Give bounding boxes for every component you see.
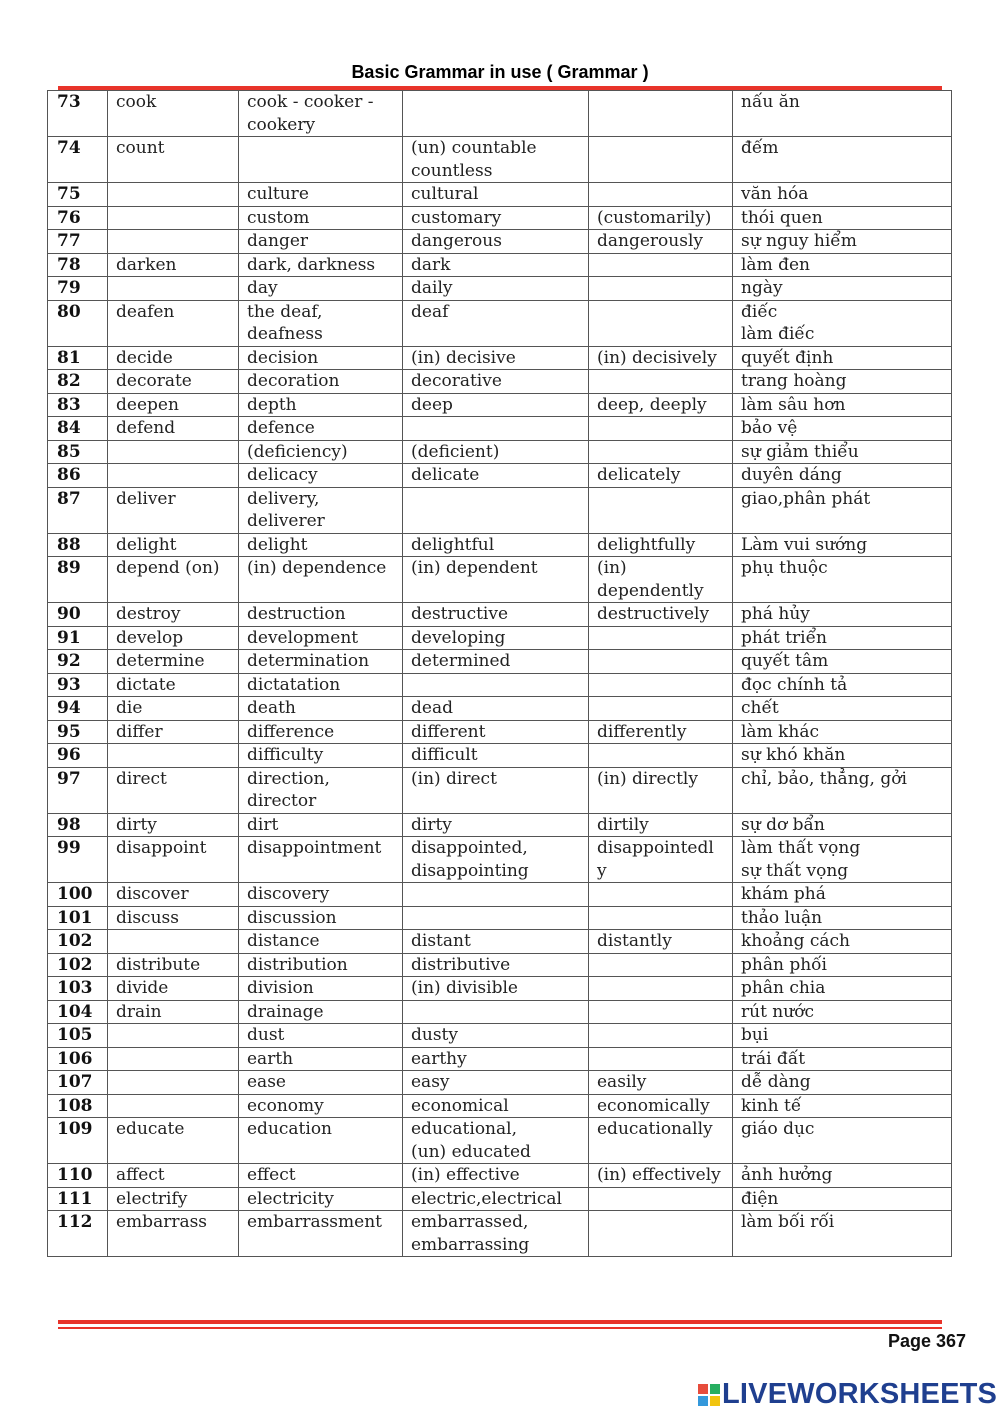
meaning-cell: quyết định — [733, 346, 952, 370]
row-number: 106 — [48, 1047, 108, 1071]
row-number: 97 — [48, 767, 108, 813]
row-number: 107 — [48, 1071, 108, 1095]
meaning-cell: làm khác — [733, 720, 952, 744]
verb-cell: differ — [108, 720, 239, 744]
vocabulary-table-body — [48, 91, 952, 1257]
row-number: 87 — [48, 487, 108, 533]
table-row — [48, 1047, 952, 1071]
noun-cell: education — [239, 1118, 403, 1164]
table-row — [48, 906, 952, 930]
table-row — [48, 603, 952, 627]
adjective-cell — [403, 487, 589, 533]
noun-cell: earth — [239, 1047, 403, 1071]
noun-cell: destruction — [239, 603, 403, 627]
meaning-cell: phụ thuộc — [733, 557, 952, 603]
row-number: 85 — [48, 440, 108, 464]
adverb-cell — [589, 300, 733, 346]
noun-cell: dirt — [239, 813, 403, 837]
meaning-cell: sự giảm thiểu — [733, 440, 952, 464]
noun-cell: distribution — [239, 953, 403, 977]
row-number: 102 — [48, 930, 108, 954]
adverb-cell — [589, 1024, 733, 1048]
noun-cell: drainage — [239, 1000, 403, 1024]
adverb-cell: disappointedl y — [589, 837, 733, 883]
meaning-cell: phân chia — [733, 977, 952, 1001]
meaning-cell: chỉ, bảo, thẳng, gởi — [733, 767, 952, 813]
meaning-cell: làm bối rối — [733, 1211, 952, 1257]
adjective-cell: (in) effective — [403, 1164, 589, 1188]
table-row — [48, 1211, 952, 1257]
adverb-cell — [589, 91, 733, 137]
noun-cell: discovery — [239, 883, 403, 907]
adverb-cell — [589, 440, 733, 464]
noun-cell: dictatation — [239, 673, 403, 697]
row-number: 111 — [48, 1187, 108, 1211]
meaning-cell: đếm — [733, 137, 952, 183]
adverb-cell — [589, 487, 733, 533]
verb-cell: discover — [108, 883, 239, 907]
meaning-cell: khám phá — [733, 883, 952, 907]
noun-cell: death — [239, 697, 403, 721]
table-row — [48, 393, 952, 417]
adverb-cell — [589, 977, 733, 1001]
adverb-cell: (customarily) — [589, 206, 733, 230]
table-row — [48, 1187, 952, 1211]
adverb-cell — [589, 1047, 733, 1071]
verb-cell: dirty — [108, 813, 239, 837]
verb-cell: electrify — [108, 1187, 239, 1211]
row-number: 98 — [48, 813, 108, 837]
adverb-cell: economically — [589, 1094, 733, 1118]
meaning-cell: thảo luận — [733, 906, 952, 930]
meaning-cell: giao,phân phát — [733, 487, 952, 533]
adjective-cell: earthy — [403, 1047, 589, 1071]
adjective-cell: delightful — [403, 533, 589, 557]
verb-cell: defend — [108, 417, 239, 441]
meaning-cell: kinh tế — [733, 1094, 952, 1118]
adjective-cell — [403, 1000, 589, 1024]
adverb-cell — [589, 906, 733, 930]
adverb-cell: dangerously — [589, 230, 733, 254]
table-row — [48, 744, 952, 768]
adverb-cell — [589, 697, 733, 721]
footer-rule-thin — [58, 1327, 942, 1329]
noun-cell: day — [239, 277, 403, 301]
verb-cell: die — [108, 697, 239, 721]
meaning-cell: làm đen — [733, 253, 952, 277]
noun-cell: the deaf, deafness — [239, 300, 403, 346]
adjective-cell: distant — [403, 930, 589, 954]
adjective-cell: electric,electrical — [403, 1187, 589, 1211]
meaning-cell: rút nước — [733, 1000, 952, 1024]
adjective-cell: (deficient) — [403, 440, 589, 464]
verb-cell: deafen — [108, 300, 239, 346]
adverb-cell: easily — [589, 1071, 733, 1095]
table-row — [48, 1164, 952, 1188]
adjective-cell: developing — [403, 626, 589, 650]
liveworksheets-brand — [698, 1378, 997, 1411]
brand-wordmark: LIVEWORKSHEETS — [722, 1378, 998, 1410]
meaning-cell: trái đất — [733, 1047, 952, 1071]
row-number: 99 — [48, 837, 108, 883]
adjective-cell: (un) countable countless — [403, 137, 589, 183]
adjective-cell: dead — [403, 697, 589, 721]
verb-cell: develop — [108, 626, 239, 650]
verb-cell — [108, 183, 239, 207]
table-row — [48, 626, 952, 650]
table-row — [48, 930, 952, 954]
row-number: 78 — [48, 253, 108, 277]
footer-rule — [58, 1320, 942, 1324]
adverb-cell — [589, 183, 733, 207]
verb-cell: determine — [108, 650, 239, 674]
meaning-cell: quyết tâm — [733, 650, 952, 674]
meaning-cell: ngày — [733, 277, 952, 301]
table-row — [48, 1000, 952, 1024]
adverb-cell — [589, 417, 733, 441]
verb-cell: dictate — [108, 673, 239, 697]
adverb-cell — [589, 673, 733, 697]
adjective-cell: dirty — [403, 813, 589, 837]
adjective-cell: different — [403, 720, 589, 744]
table-row — [48, 1094, 952, 1118]
table-row — [48, 370, 952, 394]
table-row — [48, 346, 952, 370]
meaning-cell: Làm vui sướng — [733, 533, 952, 557]
meaning-cell: làm thất vọng sự thất vọng — [733, 837, 952, 883]
table-row — [48, 697, 952, 721]
adverb-cell — [589, 1187, 733, 1211]
meaning-cell: sự khó khăn — [733, 744, 952, 768]
noun-cell: disappointment — [239, 837, 403, 883]
row-number: 100 — [48, 883, 108, 907]
verb-cell — [108, 230, 239, 254]
adverb-cell: delightfully — [589, 533, 733, 557]
adjective-cell: economical — [403, 1094, 589, 1118]
row-number: 90 — [48, 603, 108, 627]
adverb-cell: educationally — [589, 1118, 733, 1164]
table-row — [48, 253, 952, 277]
adjective-cell: (in) divisible — [403, 977, 589, 1001]
adjective-cell: determined — [403, 650, 589, 674]
noun-cell: decision — [239, 346, 403, 370]
noun-cell: development — [239, 626, 403, 650]
noun-cell: delight — [239, 533, 403, 557]
noun-cell: danger — [239, 230, 403, 254]
adverb-cell: (in) effectively — [589, 1164, 733, 1188]
noun-cell: dark, darkness — [239, 253, 403, 277]
noun-cell: economy — [239, 1094, 403, 1118]
table-row — [48, 1118, 952, 1164]
row-number: 102 — [48, 953, 108, 977]
row-number: 103 — [48, 977, 108, 1001]
meaning-cell: phá hủy — [733, 603, 952, 627]
table-row — [48, 767, 952, 813]
table-row — [48, 1071, 952, 1095]
table-row — [48, 533, 952, 557]
adjective-cell — [403, 906, 589, 930]
verb-cell — [108, 1071, 239, 1095]
row-number: 80 — [48, 300, 108, 346]
row-number: 84 — [48, 417, 108, 441]
noun-cell: decoration — [239, 370, 403, 394]
adjective-cell — [403, 673, 589, 697]
row-number: 77 — [48, 230, 108, 254]
verb-cell — [108, 464, 239, 488]
noun-cell: culture — [239, 183, 403, 207]
verb-cell — [108, 930, 239, 954]
row-number: 105 — [48, 1024, 108, 1048]
adverb-cell — [589, 253, 733, 277]
adverb-cell — [589, 883, 733, 907]
row-number: 73 — [48, 91, 108, 137]
row-number: 82 — [48, 370, 108, 394]
meaning-cell: phân phối — [733, 953, 952, 977]
verb-cell: affect — [108, 1164, 239, 1188]
adjective-cell: (in) direct — [403, 767, 589, 813]
meaning-cell: chết — [733, 697, 952, 721]
table-row — [48, 487, 952, 533]
row-number: 91 — [48, 626, 108, 650]
noun-cell: delicacy — [239, 464, 403, 488]
adverb-cell: delicately — [589, 464, 733, 488]
adverb-cell: (in) decisively — [589, 346, 733, 370]
verb-cell: delight — [108, 533, 239, 557]
row-number: 92 — [48, 650, 108, 674]
adjective-cell: daily — [403, 277, 589, 301]
verb-cell: embarrass — [108, 1211, 239, 1257]
adverb-cell — [589, 953, 733, 977]
noun-cell: difficulty — [239, 744, 403, 768]
meaning-cell: ảnh hưởng — [733, 1164, 952, 1188]
page-number: Page 367 — [887, 1331, 966, 1351]
noun-cell: difference — [239, 720, 403, 744]
row-number: 109 — [48, 1118, 108, 1164]
verb-cell: destroy — [108, 603, 239, 627]
noun-cell: ease — [239, 1071, 403, 1095]
row-number: 89 — [48, 557, 108, 603]
adverb-cell — [589, 650, 733, 674]
meaning-cell: điếc làm điếc — [733, 300, 952, 346]
noun-cell — [239, 137, 403, 183]
adjective-cell — [403, 417, 589, 441]
table-row — [48, 837, 952, 883]
verb-cell: drain — [108, 1000, 239, 1024]
table-row — [48, 300, 952, 346]
meaning-cell: sự nguy hiểm — [733, 230, 952, 254]
table-row — [48, 953, 952, 977]
verb-cell — [108, 206, 239, 230]
table-row — [48, 813, 952, 837]
adverb-cell: destructively — [589, 603, 733, 627]
meaning-cell: dễ dàng — [733, 1071, 952, 1095]
adverb-cell — [589, 277, 733, 301]
adverb-cell: distantly — [589, 930, 733, 954]
adjective-cell: dangerous — [403, 230, 589, 254]
noun-cell: cook - cooker - cookery — [239, 91, 403, 137]
adverb-cell — [589, 1000, 733, 1024]
table-row — [48, 673, 952, 697]
meaning-cell: phát triển — [733, 626, 952, 650]
table-row — [48, 464, 952, 488]
meaning-cell: sự dơ bẩn — [733, 813, 952, 837]
row-number: 94 — [48, 697, 108, 721]
verb-cell: distribute — [108, 953, 239, 977]
adverb-cell: (in) dependently — [589, 557, 733, 603]
adverb-cell: deep, deeply — [589, 393, 733, 417]
adjective-cell — [403, 883, 589, 907]
verb-cell: count — [108, 137, 239, 183]
adjective-cell: disappointed, disappointing — [403, 837, 589, 883]
table-row — [48, 206, 952, 230]
table-row — [48, 417, 952, 441]
table-row — [48, 720, 952, 744]
adjective-cell: embarrassed, embarrassing — [403, 1211, 589, 1257]
row-number: 86 — [48, 464, 108, 488]
table-row — [48, 883, 952, 907]
adjective-cell: deaf — [403, 300, 589, 346]
adjective-cell — [403, 91, 589, 137]
row-number: 108 — [48, 1094, 108, 1118]
verb-cell: discuss — [108, 906, 239, 930]
noun-cell: distance — [239, 930, 403, 954]
verb-cell — [108, 1024, 239, 1048]
adjective-cell: decorative — [403, 370, 589, 394]
noun-cell: discussion — [239, 906, 403, 930]
row-number: 95 — [48, 720, 108, 744]
row-number: 96 — [48, 744, 108, 768]
table-row — [48, 137, 952, 183]
adjective-cell: cultural — [403, 183, 589, 207]
row-number: 76 — [48, 206, 108, 230]
verb-cell: darken — [108, 253, 239, 277]
verb-cell: deepen — [108, 393, 239, 417]
meaning-cell: thói quen — [733, 206, 952, 230]
verb-cell: decorate — [108, 370, 239, 394]
table-row — [48, 440, 952, 464]
adjective-cell: (in) decisive — [403, 346, 589, 370]
adjective-cell: deep — [403, 393, 589, 417]
verb-cell — [108, 1094, 239, 1118]
adverb-cell — [589, 626, 733, 650]
adjective-cell: dusty — [403, 1024, 589, 1048]
verb-cell: disappoint — [108, 837, 239, 883]
verb-cell: cook — [108, 91, 239, 137]
table-row — [48, 977, 952, 1001]
row-number: 93 — [48, 673, 108, 697]
meaning-cell: bảo vệ — [733, 417, 952, 441]
adverb-cell — [589, 137, 733, 183]
adverb-cell — [589, 1211, 733, 1257]
meaning-cell: bụi — [733, 1024, 952, 1048]
noun-cell: electricity — [239, 1187, 403, 1211]
noun-cell: (in) dependence — [239, 557, 403, 603]
noun-cell: defence — [239, 417, 403, 441]
page-title: Basic Grammar in use ( Grammar ) — [351, 62, 649, 82]
adverb-cell — [589, 370, 733, 394]
adjective-cell: (in) dependent — [403, 557, 589, 603]
meaning-cell: khoảng cách — [733, 930, 952, 954]
meaning-cell: nấu ăn — [733, 91, 952, 137]
meaning-cell: giáo dục — [733, 1118, 952, 1164]
row-number: 112 — [48, 1211, 108, 1257]
row-number: 83 — [48, 393, 108, 417]
verb-cell — [108, 1047, 239, 1071]
liveworksheets-logo-icon — [698, 1384, 720, 1406]
noun-cell: determination — [239, 650, 403, 674]
verb-cell — [108, 744, 239, 768]
adjective-cell: distributive — [403, 953, 589, 977]
noun-cell: embarrassment — [239, 1211, 403, 1257]
row-number: 101 — [48, 906, 108, 930]
table-row — [48, 183, 952, 207]
verb-cell: educate — [108, 1118, 239, 1164]
row-number: 81 — [48, 346, 108, 370]
noun-cell: custom — [239, 206, 403, 230]
verb-cell: decide — [108, 346, 239, 370]
verb-cell: direct — [108, 767, 239, 813]
table-row — [48, 557, 952, 603]
row-number: 104 — [48, 1000, 108, 1024]
vocabulary-table — [47, 90, 952, 1257]
row-number: 75 — [48, 183, 108, 207]
adjective-cell: easy — [403, 1071, 589, 1095]
noun-cell: (deficiency) — [239, 440, 403, 464]
noun-cell: dust — [239, 1024, 403, 1048]
table-row — [48, 650, 952, 674]
meaning-cell: văn hóa — [733, 183, 952, 207]
adjective-cell: dark — [403, 253, 589, 277]
table-row — [48, 1024, 952, 1048]
adjective-cell: delicate — [403, 464, 589, 488]
verb-cell: divide — [108, 977, 239, 1001]
noun-cell: delivery, deliverer — [239, 487, 403, 533]
row-number: 110 — [48, 1164, 108, 1188]
noun-cell: depth — [239, 393, 403, 417]
noun-cell: direction, director — [239, 767, 403, 813]
adjective-cell: destructive — [403, 603, 589, 627]
meaning-cell: duyên dáng — [733, 464, 952, 488]
table-row — [48, 277, 952, 301]
adjective-cell: educational, (un) educated — [403, 1118, 589, 1164]
row-number: 74 — [48, 137, 108, 183]
noun-cell: effect — [239, 1164, 403, 1188]
meaning-cell: trang hoàng — [733, 370, 952, 394]
verb-cell: deliver — [108, 487, 239, 533]
adverb-cell — [589, 744, 733, 768]
adverb-cell: dirtily — [589, 813, 733, 837]
meaning-cell: điện — [733, 1187, 952, 1211]
row-number: 79 — [48, 277, 108, 301]
adjective-cell: customary — [403, 206, 589, 230]
table-row — [48, 91, 952, 137]
verb-cell — [108, 277, 239, 301]
adverb-cell: (in) directly — [589, 767, 733, 813]
meaning-cell: đọc chính tả — [733, 673, 952, 697]
verb-cell: depend (on) — [108, 557, 239, 603]
row-number: 88 — [48, 533, 108, 557]
meaning-cell: làm sâu hơn — [733, 393, 952, 417]
verb-cell — [108, 440, 239, 464]
adjective-cell: difficult — [403, 744, 589, 768]
adverb-cell: differently — [589, 720, 733, 744]
noun-cell: division — [239, 977, 403, 1001]
table-row — [48, 230, 952, 254]
